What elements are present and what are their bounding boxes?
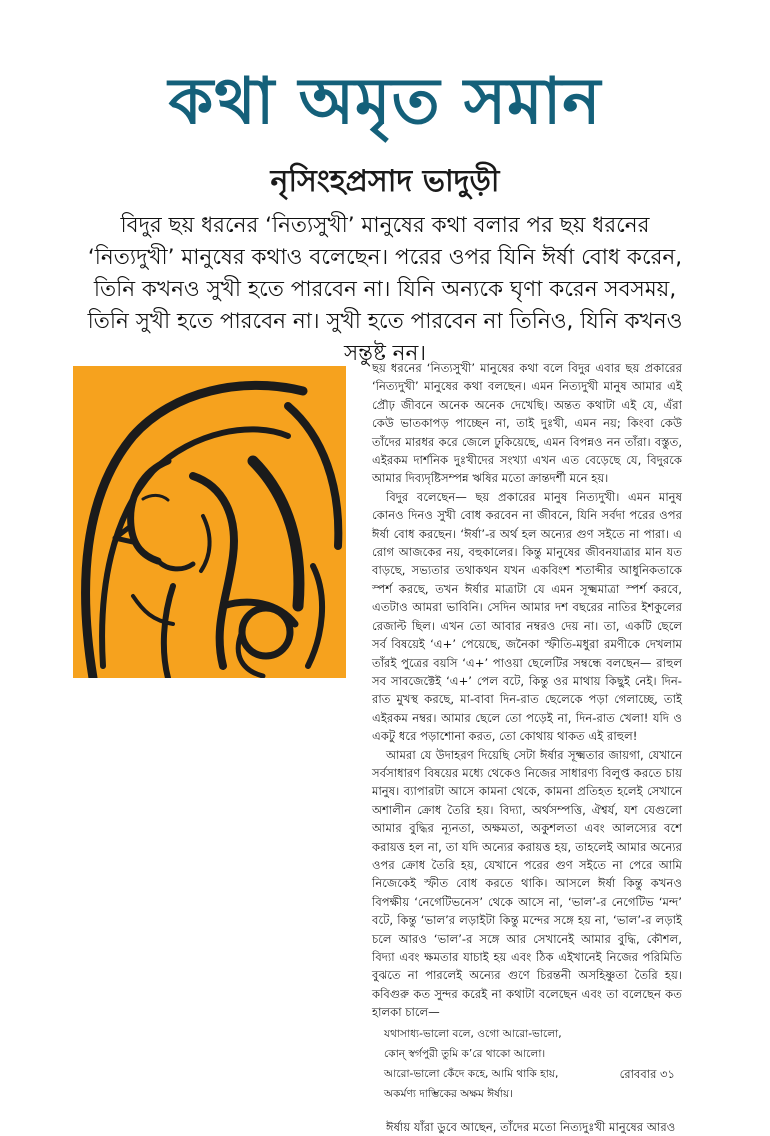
poem-line: আরো-ভালো কেঁদে কহে, আমি থাকি হায়, [384,1067,559,1080]
brush-sketch-icon [73,366,346,678]
poem-line: অকর্মণ্য দাম্ভিকের অক্ষম ঈর্ষায়। [384,1087,514,1100]
closing-paragraph: ঈর্ষায় যাঁরা ডুবে আছেন, তাঁদের মতো নিত্যদুঃখী মানুষের আরও [386,1119,676,1134]
body-paragraph: ছয় ধরনের ‘নিত্যসুখী’ মানুষের কথা বলে বিদুর এবার ছয় প্রকারের ‘নিত্যদুখী’ মানুষের কথা বলছেন। এমন নিত্যদুখী মানুষ আমার এই প্রৌঢ় জীবনে অনেক অনেক দেখেছি। অন্তত কথাটা এই যে, এঁরা কেউ ভাতকাপড় পাচ্ছেন না, তাই দুঃখী, এমন নয়; কিংবা কেউ তাঁদের মারধর করে জেলে ঢুকিয়েছে, এমন বিপন্নও নন তাঁরা। বস্তুত, এইরকম দার্শনিক দুঃখীদের সংখ্যা এখন এত বেড়েছে যে, বিদুরকে আমার দিব্যদৃষ্টিসম্পন্ন ঋষির মতো ক্রান্তদর্শী মনে হয়। [372,361,682,486]
intro-paragraph: বিদুর ছয় ধরনের ‘নিত্যসুখী’ মানুষের কথা বলার পর ছয় ধরনের ‘নিত্যদুখী’ মানুষের কথাও বলেছেন। পরের ওপর যিনি ঈর্ষা বোধ করেন, তিনি কখনও সুখী হতে পারবেন না। যিনি অন্যকে ঘৃণা করেন সবসময়, তিনি সুখী হতে পারবেন না। সুখী হতে পারবেন না তিনিও, যিনি কখনও সন্তুষ্ট নন। [87,213,683,366]
page-title: কথা অমৃত সমান [168,65,602,139]
poem-quote [384,1024,682,1104]
poem-line: কোন্ স্বর্গপুরী তুমি ক’রে থাকো আলো। [384,1047,546,1060]
body-paragraph: আমরা যে উদাহরণ দিয়েছি সেটা ঈর্ষার সূক্ষ্মতার জায়গা, যেখানে সর্বসাধারণ বিষয়ের মধ্যে থেকেও নিজের সাধারণ্য বিলুপ্ত করতে চায় মানুষ। ব্যাপারটা আসে কামনা থেকে, কামনা প্রতিহত হলেই সেখানে অশালীন ক্রোধ তৈরি হয়। বিদ্যা, অর্থসম্পত্তি, ঐশ্বর্য, যশ যেগুলো আমার বুদ্ধির ন্যূনতা, অক্ষমতা, অকুশলতা এবং আলস্যের বশে করায়ত্ত হল না, তা যদি অন্যের করায়ত্ত হয়, তাহলেই আমার অন্যের ওপর ক্রোধ তৈরি হয়, যেখানে পরের গুণ সইতে না পেরে আমি নিজেকেই স্ফীত বোধ করতে থাকি। আসলে ঈর্ষা কিন্তু কখনও বিপক্ষীয় ‘নেগেটিভনেস’ থেকে আসে না, ‘ভাল’-র নেগেটিভ ‘মন্দ’ বটে, কিন্তু ‘ভাল’র লড়াইটা কিন্তু মন্দের সঙ্গে হয় না, ‘ভাল’-র লড়াই চলে আরও ‘ভাল’-র সঙ্গে আর সেখানেই আমার বুদ্ধি, কৌশল, বিদ্যা এবং ক্ষমতার যাচাই হয় এবং ঠিক এইখানেই নিজের পরিমিতি বুঝতে না পারলেই অন্যের গুণে চিরন্তনী অসহিষ্ণুতা তৈরি হয়। কবিগুরু কত সুন্দর করেই না কথাটা বলেছেন এবং তা বলেছেন কত হালকা চালে— [372,747,682,1020]
body-paragraph: বিদুর বলেছেন— ছয় প্রকারের মানুষ নিত্যদুখী। এমন মানুষ কোনও দিনও সুখী বোধ করবেন না জীবনে, যিনি সর্বদা পরের ওপর ঈর্ষা বোধ করছেন। ‘ঈর্ষা’-র অর্থ হল অন্যের গুণ সইতে না পারা। এ রোগ আজকের নয়, বহুকালের। কিন্তু মানুষের জীবনযাত্রার মান যত বাড়ছে, সভ্যতার তথাকথন যখন একবিংশ শতাব্দীর আধুনিকতাকে স্পর্শ করছে, তখন ঈর্ষার মাত্রাটা যে এমন সূক্ষ্মমাত্রা স্পর্শ করবে, এতটাও আমরা ভাবিনি। সেদিন আমার দশ বছরের নাতির ইশকুলের রেজাল্ট ছিল। এখন তো আবার নম্বরও দেয় না। তা, একটি ছেলে সর্ব বিষয়েই ‘এ+’ পেয়েছে, জনৈকা স্ফীতি-মধুরা রমণীকে দেখলাম তাঁরই পুত্রের বয়সি ‘এ+’ পাওয়া ছেলেটির সম্বন্ধে বলছেন— রাহুল সব সাবজেক্টেই ‘এ+’ পেল বটে, কিন্তু ওর মাথায় কিছুই নেই। দিন-রাত মুখস্থ করছে, মা-বাবা দিন-রাত ছেলেকে পড়া গেলাচ্ছে, তাই এইরকম নম্বর। আমার ছেলে তো পড়েই না, দিন-রাত খেলা! যদি ও একটু ধরে পড়াশোনা করত, তো কোথায় থাকত এই রাহুল! [372,489,682,744]
page-footer: রোববার ৩১ [619,1067,675,1081]
poem-line: যথাসাধ্য-ভালো বলে, ওগো আরো-ভালো, [384,1027,562,1040]
illustration-woman-sketch [73,366,346,678]
author-name: নৃসিংহপ্রসাদ ভাদুড়ী [270,164,500,199]
article-body [372,359,682,1136]
